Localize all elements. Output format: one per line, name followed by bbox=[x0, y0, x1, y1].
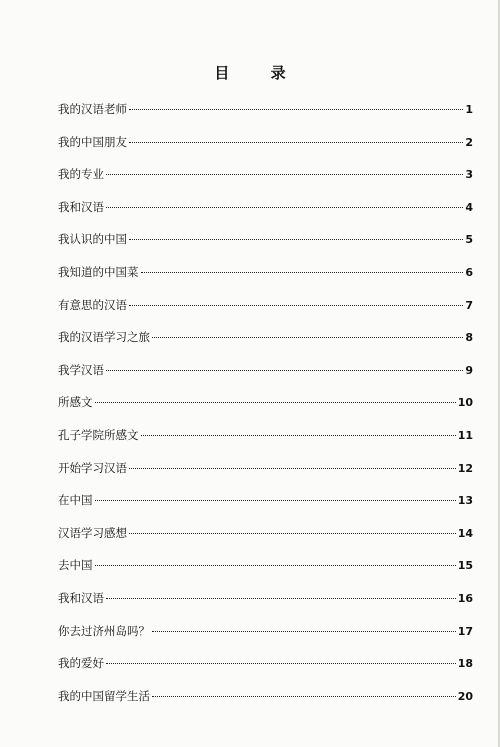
dot-leader bbox=[141, 272, 464, 273]
toc-entry-page-number: 10 bbox=[457, 396, 473, 410]
toc-entry bbox=[58, 362, 473, 395]
toc-entry-title: 我的中国留学生活 bbox=[58, 688, 150, 703]
toc-entry-page-number: 15 bbox=[457, 559, 473, 573]
toc-entry bbox=[58, 297, 473, 330]
toc-entry bbox=[58, 134, 473, 167]
dot-leader bbox=[106, 598, 456, 599]
toc-entry-page-number: 12 bbox=[457, 461, 473, 475]
toc-entry-page-number: 2 bbox=[465, 135, 473, 149]
dot-leader bbox=[129, 468, 456, 469]
toc-entry-page-number: 20 bbox=[457, 689, 473, 703]
dot-leader bbox=[129, 533, 456, 534]
toc-entry-page-number: 9 bbox=[465, 363, 473, 377]
toc-entry bbox=[58, 688, 473, 721]
toc-entry-title: 汉语学习感想 bbox=[58, 525, 127, 540]
toc-entry-title: 有意思的汉语 bbox=[58, 297, 127, 312]
toc-entry bbox=[58, 329, 473, 362]
dot-leader bbox=[129, 305, 463, 306]
toc-entry-page-number: 18 bbox=[457, 657, 473, 671]
toc-entry-title: 我的爱好 bbox=[58, 656, 104, 671]
toc-entry-title: 我认识的中国 bbox=[58, 232, 127, 247]
dot-leader bbox=[129, 109, 463, 110]
toc-entry-page-number: 11 bbox=[457, 428, 473, 442]
toc-entry-title: 我的专业 bbox=[58, 167, 104, 182]
dot-leader bbox=[129, 239, 463, 240]
toc-entry-page-number: 8 bbox=[465, 331, 473, 345]
toc-entry-page-number: 13 bbox=[457, 494, 473, 508]
toc-entry bbox=[58, 460, 473, 493]
dot-leader bbox=[95, 402, 456, 403]
dot-leader bbox=[106, 174, 463, 175]
dot-leader bbox=[129, 142, 463, 143]
toc-entry bbox=[58, 623, 473, 656]
toc-entry bbox=[58, 557, 473, 590]
toc-entry bbox=[58, 166, 473, 199]
dot-leader bbox=[152, 696, 456, 697]
toc-entry bbox=[58, 101, 473, 134]
toc-entry-title: 我学汉语 bbox=[58, 362, 104, 377]
toc-entry-title: 开始学习汉语 bbox=[58, 460, 127, 475]
toc-entry bbox=[58, 264, 473, 297]
dot-leader bbox=[152, 337, 463, 338]
toc-entry-page-number: 6 bbox=[465, 265, 473, 279]
dot-leader bbox=[141, 435, 456, 436]
toc-entry-page-number: 1 bbox=[465, 103, 473, 116]
dot-leader bbox=[95, 565, 456, 566]
table-of-contents bbox=[58, 101, 473, 720]
toc-entry-title: 我的汉语学习之旅 bbox=[58, 330, 150, 345]
dot-leader bbox=[106, 207, 463, 208]
toc-entry bbox=[58, 590, 473, 623]
toc-entry-title: 我的中国朋友 bbox=[58, 134, 127, 149]
toc-entry bbox=[58, 394, 473, 427]
toc-entry-title: 孔子学院所感文 bbox=[58, 427, 139, 442]
toc-entry-page-number: 16 bbox=[457, 591, 473, 605]
dot-leader bbox=[106, 370, 463, 371]
toc-entry-title: 你去过济州岛吗？ bbox=[58, 623, 150, 638]
toc-entry bbox=[58, 525, 473, 558]
dot-leader bbox=[152, 631, 456, 632]
dot-leader bbox=[95, 500, 456, 501]
toc-entry bbox=[58, 655, 473, 688]
toc-entry bbox=[58, 231, 473, 264]
toc-entry-page-number: 7 bbox=[465, 298, 473, 312]
toc-entry-page-number: 14 bbox=[457, 526, 473, 540]
toc-entry-title: 我和汉语 bbox=[58, 199, 104, 214]
toc-entry-title: 我知道的中国菜 bbox=[58, 264, 139, 279]
dot-leader bbox=[106, 663, 456, 664]
toc-entry bbox=[58, 427, 473, 460]
toc-entry bbox=[58, 492, 473, 525]
toc-entry-page-number: 3 bbox=[465, 168, 473, 182]
toc-entry-page-number: 4 bbox=[465, 200, 473, 214]
toc-entry-title: 我和汉语 bbox=[58, 590, 104, 605]
toc-entry-title: 在中国 bbox=[58, 493, 93, 508]
page-title: 目 录 bbox=[214, 64, 304, 82]
toc-entry-page-number: 17 bbox=[457, 624, 473, 638]
toc-entry bbox=[58, 199, 473, 232]
toc-entry-title: 我的汉语老师 bbox=[58, 102, 127, 116]
toc-entry-page-number: 5 bbox=[465, 233, 473, 247]
toc-entry-title: 所感文 bbox=[58, 395, 93, 410]
toc-entry-title: 去中国 bbox=[58, 558, 93, 573]
